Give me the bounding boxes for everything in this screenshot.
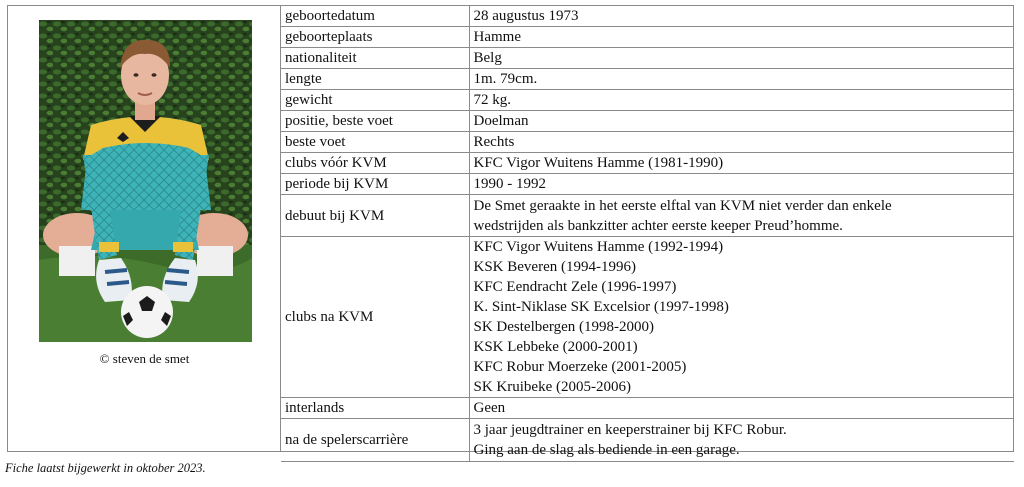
row-label: na de spelerscarrière (281, 419, 469, 462)
row-label: geboortedatum (281, 6, 469, 27)
table-row (281, 90, 1014, 111)
club-line: SK Destelbergen (1998-2000) (473, 319, 655, 335)
footnote: Fiche laatst bijgewerkt in oktober 2023. (5, 461, 206, 475)
debuut-value (469, 195, 1014, 237)
table-row-interlands (281, 398, 1014, 419)
row-value: 1m. 79cm. (469, 69, 1014, 90)
text-line: 3 jaar jeugdtrainer en keeperstrainer bij KFC Robur. (473, 422, 787, 438)
row-label: gewicht (281, 90, 469, 111)
row-value: 72 kg. (469, 90, 1014, 111)
photo-credit: © steven de smet (99, 351, 190, 366)
row-value: KFC Vigor Wuitens Hamme (1981-1990) (469, 153, 1014, 174)
club-line: SK Kruibeke (2005-2006) (473, 379, 631, 395)
row-label: positie, beste voet (281, 111, 469, 132)
row-value: Hamme (469, 27, 1014, 48)
table-row (281, 132, 1014, 153)
row-label: beste voet (281, 132, 469, 153)
row-value: Rechts (469, 132, 1014, 153)
row-label: clubs vóór KVM (281, 153, 469, 174)
na-carriere-value (469, 419, 1014, 462)
row-label: lengte (281, 69, 469, 90)
row-value: Belg (469, 48, 1014, 69)
table-row (281, 27, 1014, 48)
club-line: KFC Robur Moerzeke (2001-2005) (473, 359, 687, 375)
row-value: Doelman (469, 111, 1014, 132)
table-row (281, 174, 1014, 195)
row-label: debuut bij KVM (281, 195, 469, 237)
row-label: nationaliteit (281, 48, 469, 69)
table-row-clubs-na (281, 237, 1014, 398)
text-line: Ging aan de slag als bediende in een garage. (473, 442, 740, 458)
clubs-na-value (469, 237, 1014, 398)
row-value: 1990 - 1992 (469, 174, 1014, 195)
row-label: clubs na KVM (281, 237, 469, 398)
table-row (281, 48, 1014, 69)
row-label: interlands (281, 398, 469, 419)
row-label: periode bij KVM (281, 174, 469, 195)
text-line: wedstrijden als bankzitter achter eerste keeper Preud’homme. (473, 217, 843, 234)
text-line: De Smet geraakte in het eerste elftal van KVM niet verder dan enkele (473, 197, 892, 214)
club-line: K. Sint-Niklase SK Excelsior (1997-1998) (473, 299, 729, 315)
table-row (281, 153, 1014, 174)
table-row-debuut (281, 195, 1014, 237)
table-row-na-carriere (281, 419, 1014, 462)
row-value: 28 augustus 1973 (469, 6, 1014, 27)
player-photo (39, 20, 252, 342)
club-line: KSK Beveren (1994-1996) (473, 259, 636, 275)
club-line: KFC Vigor Wuitens Hamme (1992-1994) (473, 239, 724, 255)
row-value: Geen (469, 398, 1014, 419)
photo-cell (8, 6, 281, 451)
club-line: KSK Lebbeke (2000-2001) (473, 339, 638, 355)
player-fiche (7, 5, 1014, 458)
club-line: KFC Eendracht Zele (1996-1997) (473, 279, 677, 295)
table-row (281, 69, 1014, 90)
row-label: geboorteplaats (281, 27, 469, 48)
table-row (281, 6, 1014, 27)
table-row (281, 111, 1014, 132)
player-info-table (281, 6, 1014, 462)
